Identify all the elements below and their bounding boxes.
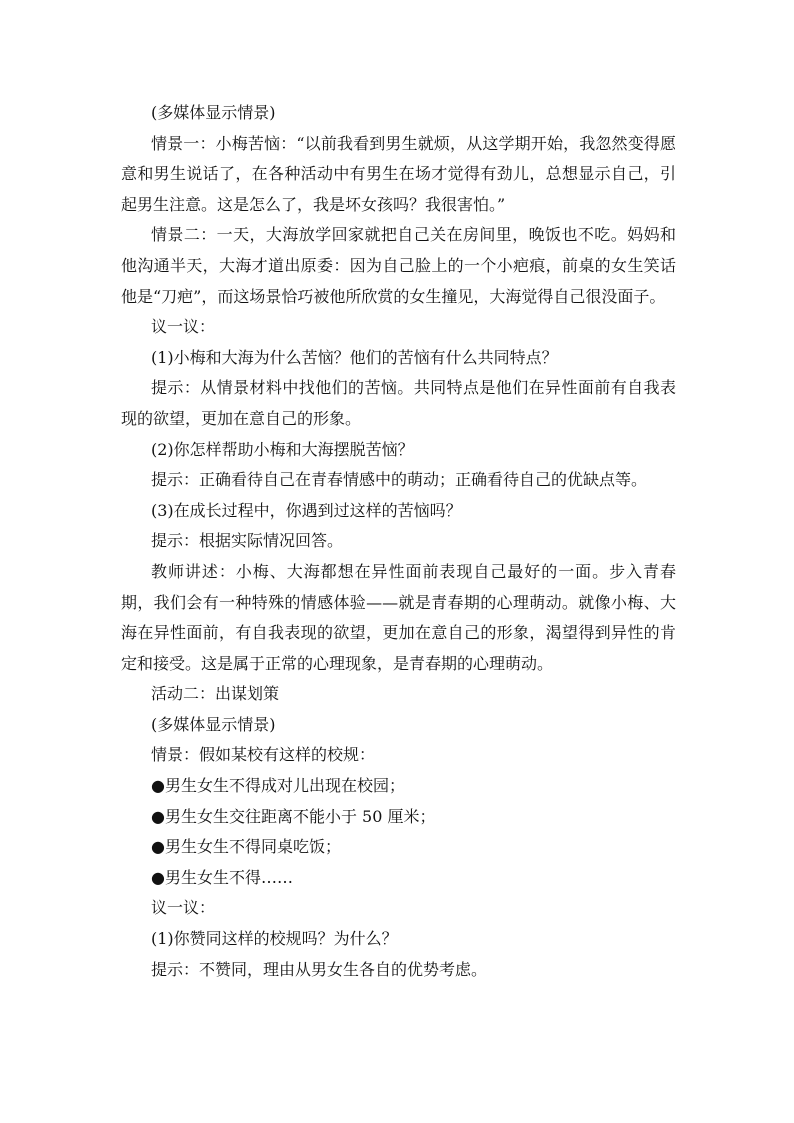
paragraph-question-1: (1)小梅和大海为什么苦恼？他们的苦恼有什么共同特点？ [151, 347, 558, 367]
paragraph-hint-2: 提示：正确看待自己在青春情感中的萌动；正确看待自己的优缺点等。 [151, 470, 648, 490]
paragraph-rule-3: ●男生女生不得同桌吃饭； [151, 837, 341, 857]
paragraph-multimedia-note: (多媒体显示情景) [151, 103, 276, 122]
paragraph-rule-scenario: 情景：假如某校有这样的校规： [151, 745, 376, 765]
paragraph-hint-4: 提示：不赞同，理由从男女生各自的优势考虑。 [151, 959, 488, 979]
paragraph-hint-3: 提示：根据实际情况回答。 [151, 531, 344, 551]
paragraph-rule-2: ●男生女生交往距离不能小于 50 厘米； [151, 806, 436, 826]
paragraph-discussion-heading: 议一议： [151, 317, 216, 337]
paragraph-question-2: (2)你怎样帮助小梅和大海摆脱苦恼？ [151, 439, 414, 459]
paragraph-rule-1: ●男生女生不得成对儿出现在校园； [151, 776, 405, 796]
paragraph-scenario-two: 情景二：一天，大海放学回家就把自己关在房间里，晚饭也不吃。妈妈和他沟通半天，大海才道出原委：因为自己脸上的一个小疤痕，前桌的女生笑话他是“刀疤”，而这场景恰巧被他所欣赏的女生撞见，大海觉得自己很没面子。 [121, 225, 676, 306]
paragraph-scenario-one: 情景一：小梅苦恼：“以前我看到男生就烦，从这学期开始，我忽然变得愿意和男生说话了，在各种活动中有男生在场才觉得有劲儿，总想显示自己，引起男生注意。这是怎么了，我是坏女孩吗？我很害怕。” [121, 133, 676, 214]
document-body [121, 98, 676, 985]
paragraph-hint-1: 提示：从情景材料中找他们的苦恼。共同特点是他们在异性面前有自我表现的欲望，更加在意自己的形象。 [121, 378, 676, 428]
paragraph-activity-two: 活动二：出谋划策 [151, 684, 280, 704]
paragraph-question-4: (1)你赞同这样的校规吗？为什么？ [151, 929, 398, 949]
paragraph-multimedia-note-2: (多媒体显示情景) [151, 714, 276, 734]
paragraph-rule-4: ●男生女生不得…… [151, 867, 293, 887]
paragraph-question-3: (3)在成长过程中，你遇到过这样的苦恼吗？ [151, 500, 462, 520]
paragraph-discussion-heading-2: 议一议： [151, 898, 216, 918]
paragraph-teacher-narration: 教师讲述：小梅、大海都想在异性面前表现自己最好的一面。步入青春期，我们会有一种特殊的情感体验——就是青春期的心理萌动。就像小梅、大海在异性面前，有自我表现的欲望，更加在意自己的形象，渴望得到异性的肯定和接受。这是属于正常的心理现象，是青春期的心理萌动。 [121, 561, 676, 673]
